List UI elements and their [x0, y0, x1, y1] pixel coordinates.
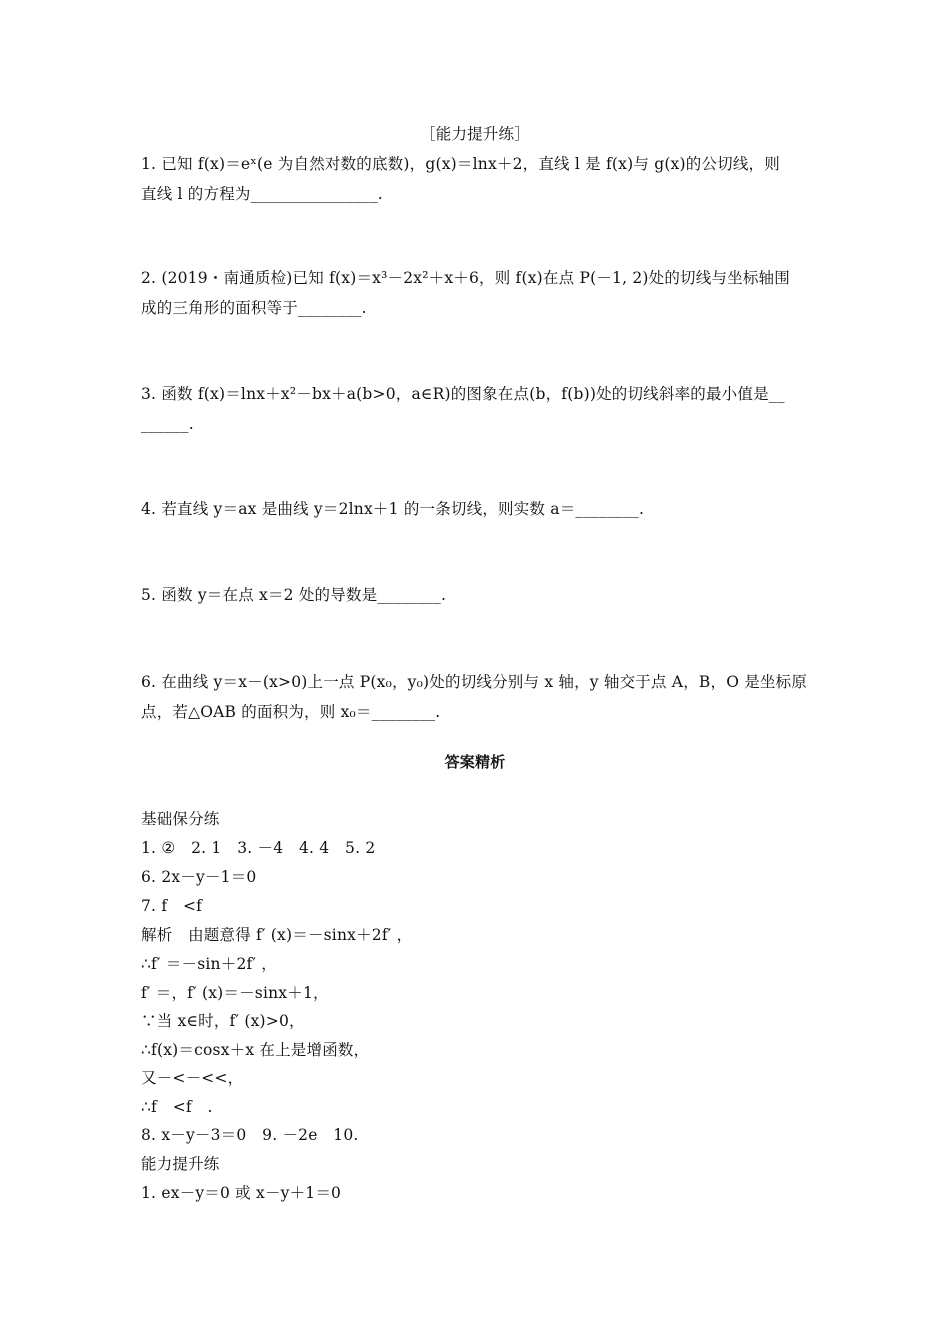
answer-line: ∴f <f . [141, 1098, 213, 1116]
answer-line: ∴f′ ＝－sin＋2f′ ， [141, 955, 277, 973]
problem-line: 2. (2019・南通质检)已知 f(x)＝x³－2x²＋x＋6，则 f(x)在点 P(－1, 2)处的切线与坐标轴围 [141, 269, 790, 287]
problem-line: 5. 函数 y＝在点 x＝2 处的导数是________. [141, 586, 447, 604]
problem-line: 3. 函数 f(x)＝lnx＋x²－bx＋a(b>0，a∈R)的图象在点(b，f(b))处的切线斜率的最小值是__ [141, 385, 785, 403]
problem-line: 4. 若直线 y＝ax 是曲线 y＝2lnx＋1 的一条切线，则实数 a＝________. [141, 500, 645, 518]
problem-line: 点，若△OAB 的面积为，则 x₀＝________. [141, 703, 441, 721]
answer-line: 7. f <f [141, 897, 203, 915]
answer-line: 1. ② 2. 1 3. －4 4. 4 5. 2 [141, 839, 376, 857]
answer-line: 解析 由题意得 f′ (x)＝－sinx＋2f′ ， [141, 926, 413, 944]
answer-line: 6. 2x－y－1＝0 [141, 868, 257, 886]
answers-title: 答案精析 [444, 753, 506, 771]
answer-line: 能力提升练 [141, 1155, 220, 1173]
answer-line: ∵当 x∈时，f′ (x)>0， [141, 1012, 305, 1030]
answer-line: 1. ex－y＝0 或 x－y＋1＝0 [141, 1184, 342, 1202]
problem-line: 直线 l 的方程为________________. [141, 185, 383, 203]
answer-line: ∴f(x)＝cosx＋x 在上是增函数， [141, 1041, 370, 1059]
answer-line: 基础保分练 [141, 810, 220, 828]
section-header: ［能力提升练］ [420, 125, 530, 143]
problem-line: 6. 在曲线 y＝x－(x>0)上一点 P(x₀，y₀)处的切线分别与 x 轴，y 轴交于点 A，B，O 是坐标原 [141, 673, 808, 691]
problem-line: 成的三角形的面积等于________. [141, 299, 367, 317]
answer-line: f′ ＝，f′ (x)＝－sinx＋1， [141, 984, 329, 1002]
answer-line: 又－<－<<， [141, 1069, 244, 1087]
problem-line: 1. 已知 f(x)＝eˣ(e 为自然对数的底数)，g(x)＝lnx＋2，直线 l 是 f(x)与 g(x)的公切线，则 [141, 155, 780, 173]
problem-line: ______. [141, 415, 194, 433]
answer-line: 8. x－y－3＝0 9. －2e 10. [141, 1126, 359, 1144]
